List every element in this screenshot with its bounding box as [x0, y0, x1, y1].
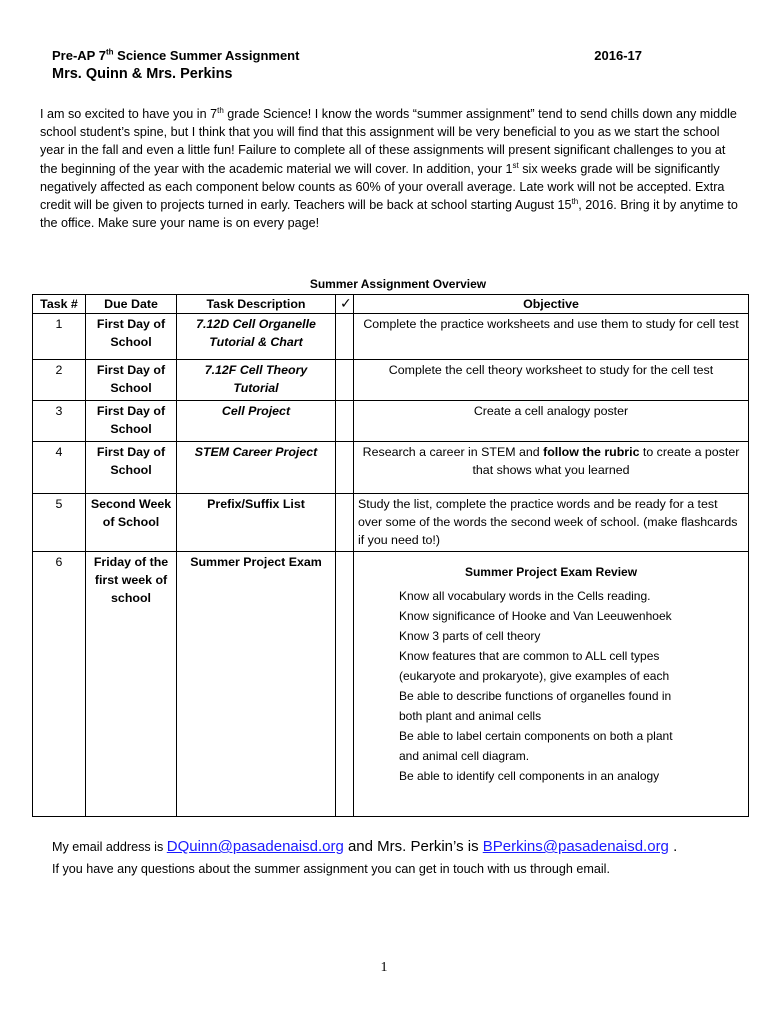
checkmark-icon: ✓ — [336, 295, 354, 314]
due-date: Friday of the first week of school — [86, 552, 177, 817]
task-number: 1 — [33, 314, 86, 360]
objective: Study the list, complete the practice words and be ready for a test over some of the words the second week of school. (make flashcards if you need to!) — [354, 494, 749, 552]
task-number: 5 — [33, 494, 86, 552]
table-row — [33, 442, 749, 494]
objective: Complete the practice worksheets and use them to study for cell test — [354, 314, 749, 360]
email-line: My email address is DQuinn@pasadenaisd.org and Mrs. Perkin’s is BPerkins@pasadenaisd.org . — [52, 838, 678, 855]
task-description: 7.12D Cell Organelle Tutorial & Chart — [177, 314, 336, 360]
due-date: First Day of School — [86, 401, 177, 442]
objective — [354, 552, 749, 817]
header-objective: Objective — [354, 295, 749, 314]
task-number: 4 — [33, 442, 86, 494]
table-caption: Summer Assignment Overview — [309, 277, 487, 291]
check-cell — [336, 314, 354, 360]
list-item: Be able to identify cell components in an analogy — [399, 769, 660, 783]
header-task-description: Task Description — [177, 295, 336, 314]
check-cell — [336, 552, 354, 817]
list-item: Know significance of Hooke and Van Leeuwenhoek — [399, 609, 672, 623]
check-cell — [336, 442, 354, 494]
course-title: Pre-AP 7th Science Summer Assignment — [52, 47, 300, 63]
list-item: Know 3 parts of cell theory — [399, 629, 541, 643]
email-link-perkins[interactable]: BPerkins@pasadenaisd.org — [482, 838, 669, 855]
task-description: 7.12F Cell Theory Tutorial — [177, 360, 336, 401]
page-number: 1 — [380, 960, 388, 975]
table-row — [33, 401, 749, 442]
objective: Research a career in STEM and follow the rubric to create a poster that shows what you learned — [354, 442, 749, 494]
header-due-date: Due Date — [86, 295, 177, 314]
check-cell — [336, 360, 354, 401]
school-year: 2016-17 — [594, 48, 642, 63]
due-date: First Day of School — [86, 442, 177, 494]
task-description: Summer Project Exam — [177, 552, 336, 817]
task-number: 2 — [33, 360, 86, 401]
assignment-table — [32, 294, 749, 817]
header-task-number: Task # — [33, 295, 86, 314]
due-date: First Day of School — [86, 314, 177, 360]
list-item: Know features that are common to ALL cell types — [399, 649, 660, 663]
objective: Create a cell analogy poster — [354, 401, 749, 442]
list-item: (eukaryote and prokaryote), give examples of each — [399, 669, 670, 683]
task-number: 3 — [33, 401, 86, 442]
task-description: Prefix/Suffix List — [177, 494, 336, 552]
table-row — [33, 552, 749, 817]
task-description: Cell Project — [177, 401, 336, 442]
table-row — [33, 494, 749, 552]
contact-note: If you have any questions about the summer assignment you can get in touch with us through email. — [52, 862, 610, 876]
check-cell — [336, 401, 354, 442]
check-cell — [336, 494, 354, 552]
teacher-names: Mrs. Quinn & Mrs. Perkins — [52, 66, 233, 82]
course-header — [52, 48, 642, 63]
list-item: Know all vocabulary words in the Cells reading. — [399, 589, 651, 603]
list-item: Be able to label certain components on both a plant — [399, 729, 673, 743]
exam-review-title: Summer Project Exam Review — [464, 565, 638, 579]
table-header-row — [33, 295, 749, 314]
list-item: Be able to describe functions of organelles found in — [399, 689, 672, 703]
list-item: and animal cell diagram. — [399, 749, 530, 763]
list-item: both plant and animal cells — [399, 709, 542, 723]
table-row — [33, 314, 749, 360]
objective: Complete the cell theory worksheet to study for the cell test — [354, 360, 749, 401]
exam-review-list — [358, 586, 744, 786]
intro-paragraph: I am so excited to have you in 7th grade Science! I know the words “summer assignment” tend to send chills down any middle school student’s spine, but I think that you will find that this assignment will be very beneficial to you as we start the school year in the fall and even a little fun! Failure to complete all of these assignments will present significant challenges to you at the beginning of the year with the academic material we will cover. In addition, your 1st six weeks grade will be significantly negatively affected as each component below counts as 60% of your overall average. Late work will not be accepted. Extra credit will be given to projects turned in early. Teachers will be back at school starting August 15th, 2016. Bring it by anytime to the office. Make sure your name is on every page! — [40, 105, 738, 231]
due-date: First Day of School — [86, 360, 177, 401]
table-row — [33, 360, 749, 401]
email-link-quinn[interactable]: DQuinn@pasadenaisd.org — [166, 838, 344, 855]
task-description: STEM Career Project — [177, 442, 336, 494]
due-date: Second Week of School — [86, 494, 177, 552]
task-number: 6 — [33, 552, 86, 817]
